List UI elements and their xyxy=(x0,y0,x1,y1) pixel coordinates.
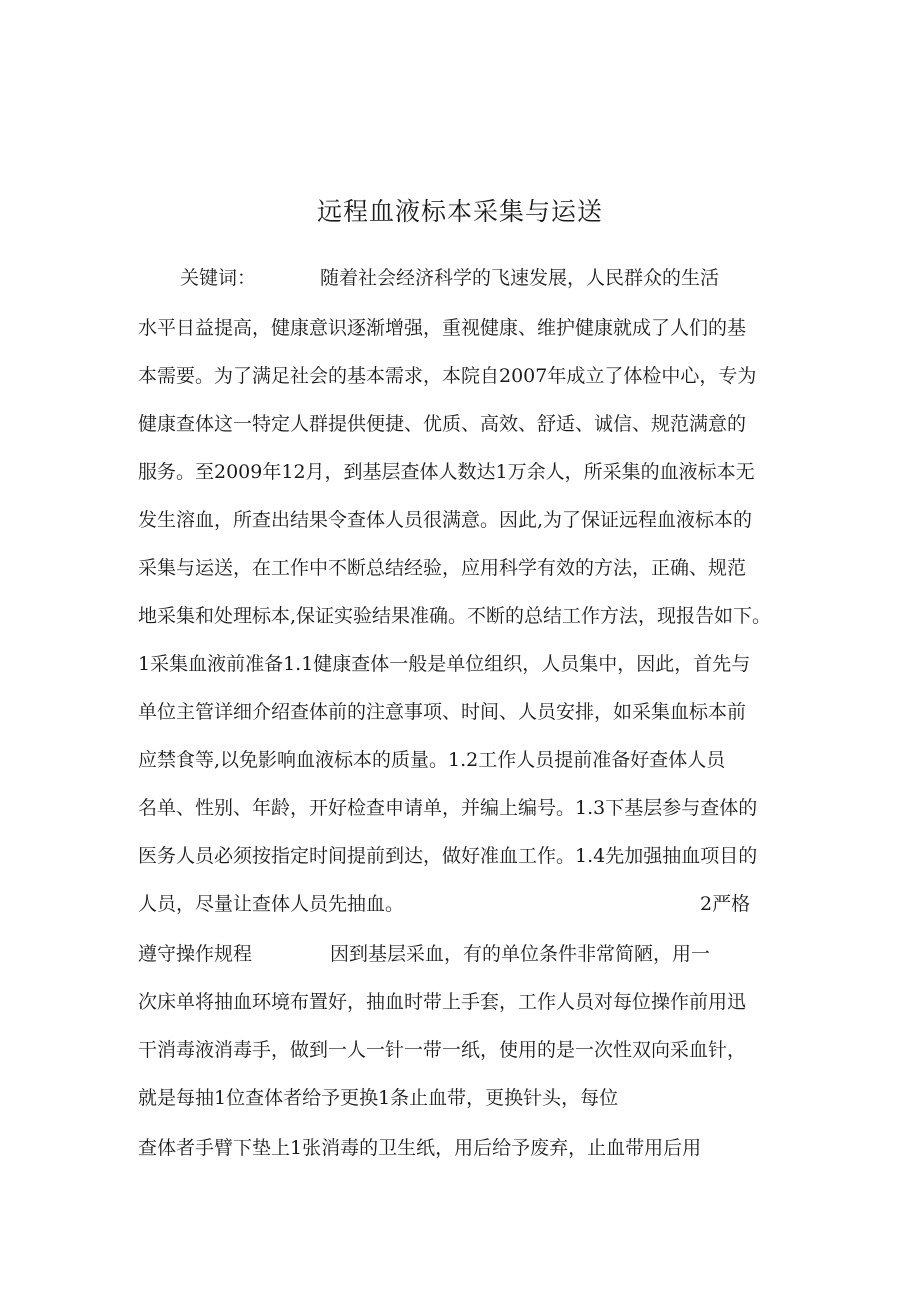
text-line: 查体者手臂下垫上1张消毒的卫生纸，用后给予废弃，止血带用后用 xyxy=(138,1137,702,1159)
text-line: 地采集和处理标本,保证实验结果准确。不断的总结工作方法，现报告如下。 xyxy=(138,605,772,627)
text-line: 单位主管详细介绍查体前的注意事项、时间、人员安排，如采集血标本前 xyxy=(138,701,747,723)
text-line: 健康查体这一特定人群提供便捷、优质、高效、舒适、诚信、规范满意的 xyxy=(138,413,747,435)
section-heading-start: 2严格 xyxy=(700,893,751,915)
text-line xyxy=(180,264,840,292)
text-line: 次床单将抽血环境布置好，抽血时带上手套，工作人员对每位操作前用迅 xyxy=(138,991,747,1013)
text-line: 服务。至2009年12月，到基层查体人数达1万余人，所采集的血液标本无 xyxy=(138,461,755,483)
text-line: 就是每抽1位查体者给予更换1条止血带，更换针头，每位 xyxy=(138,1087,619,1109)
text-line: 本需要。为了满足社会的基本需求，本院自2007年成立了体检中心，专为 xyxy=(138,365,757,387)
text-line: 干消毒液消毒手，做到一人一针一带一纸，使用的是一次性双向采血针， xyxy=(138,1039,747,1061)
text-line: 医务人员必须按指定时间提前到达，做好准血工作。1.4先加强抽血项目的 xyxy=(138,845,758,867)
text-line xyxy=(138,890,798,918)
text-line xyxy=(138,940,798,968)
page-title: 远程血液标本采集与运送 xyxy=(316,197,603,226)
text-line: 采集与运送，在工作中不断总结经验，应用科学有效的方法，正确、规范 xyxy=(138,557,747,579)
text-line: 发生溶血，所查出结果令查体人员很满意。因此,为了保证远程血液标本的 xyxy=(138,509,753,531)
section-heading-end: 遵守操作规程 xyxy=(138,943,253,965)
keyword-label: 关键词： xyxy=(180,267,257,289)
paragraph-text: 人员，尽量让查体人员先抽血。 xyxy=(138,893,405,915)
paragraph-text: 随着社会经济科学的飞速发展，人民群众的生活 xyxy=(320,267,720,289)
paragraph-text: 因到基层采血，有的单位条件非常简陋，用一 xyxy=(330,943,711,965)
text-line: 1采集血液前准备1.1健康查体一般是单位组织，人员集中，因此，首先与 xyxy=(138,653,751,675)
text-line: 水平日益提高，健康意识逐渐增强，重视健康、维护健康就成了人们的基 xyxy=(138,317,747,339)
text-line: 应禁食等,以免影响血液标本的质量。1.2工作人员提前准备好查体人员 xyxy=(138,749,726,771)
text-line: 名单、性别、年龄，开好检查申请单，并编上编号。1.3下基层参与查体的 xyxy=(138,797,758,819)
